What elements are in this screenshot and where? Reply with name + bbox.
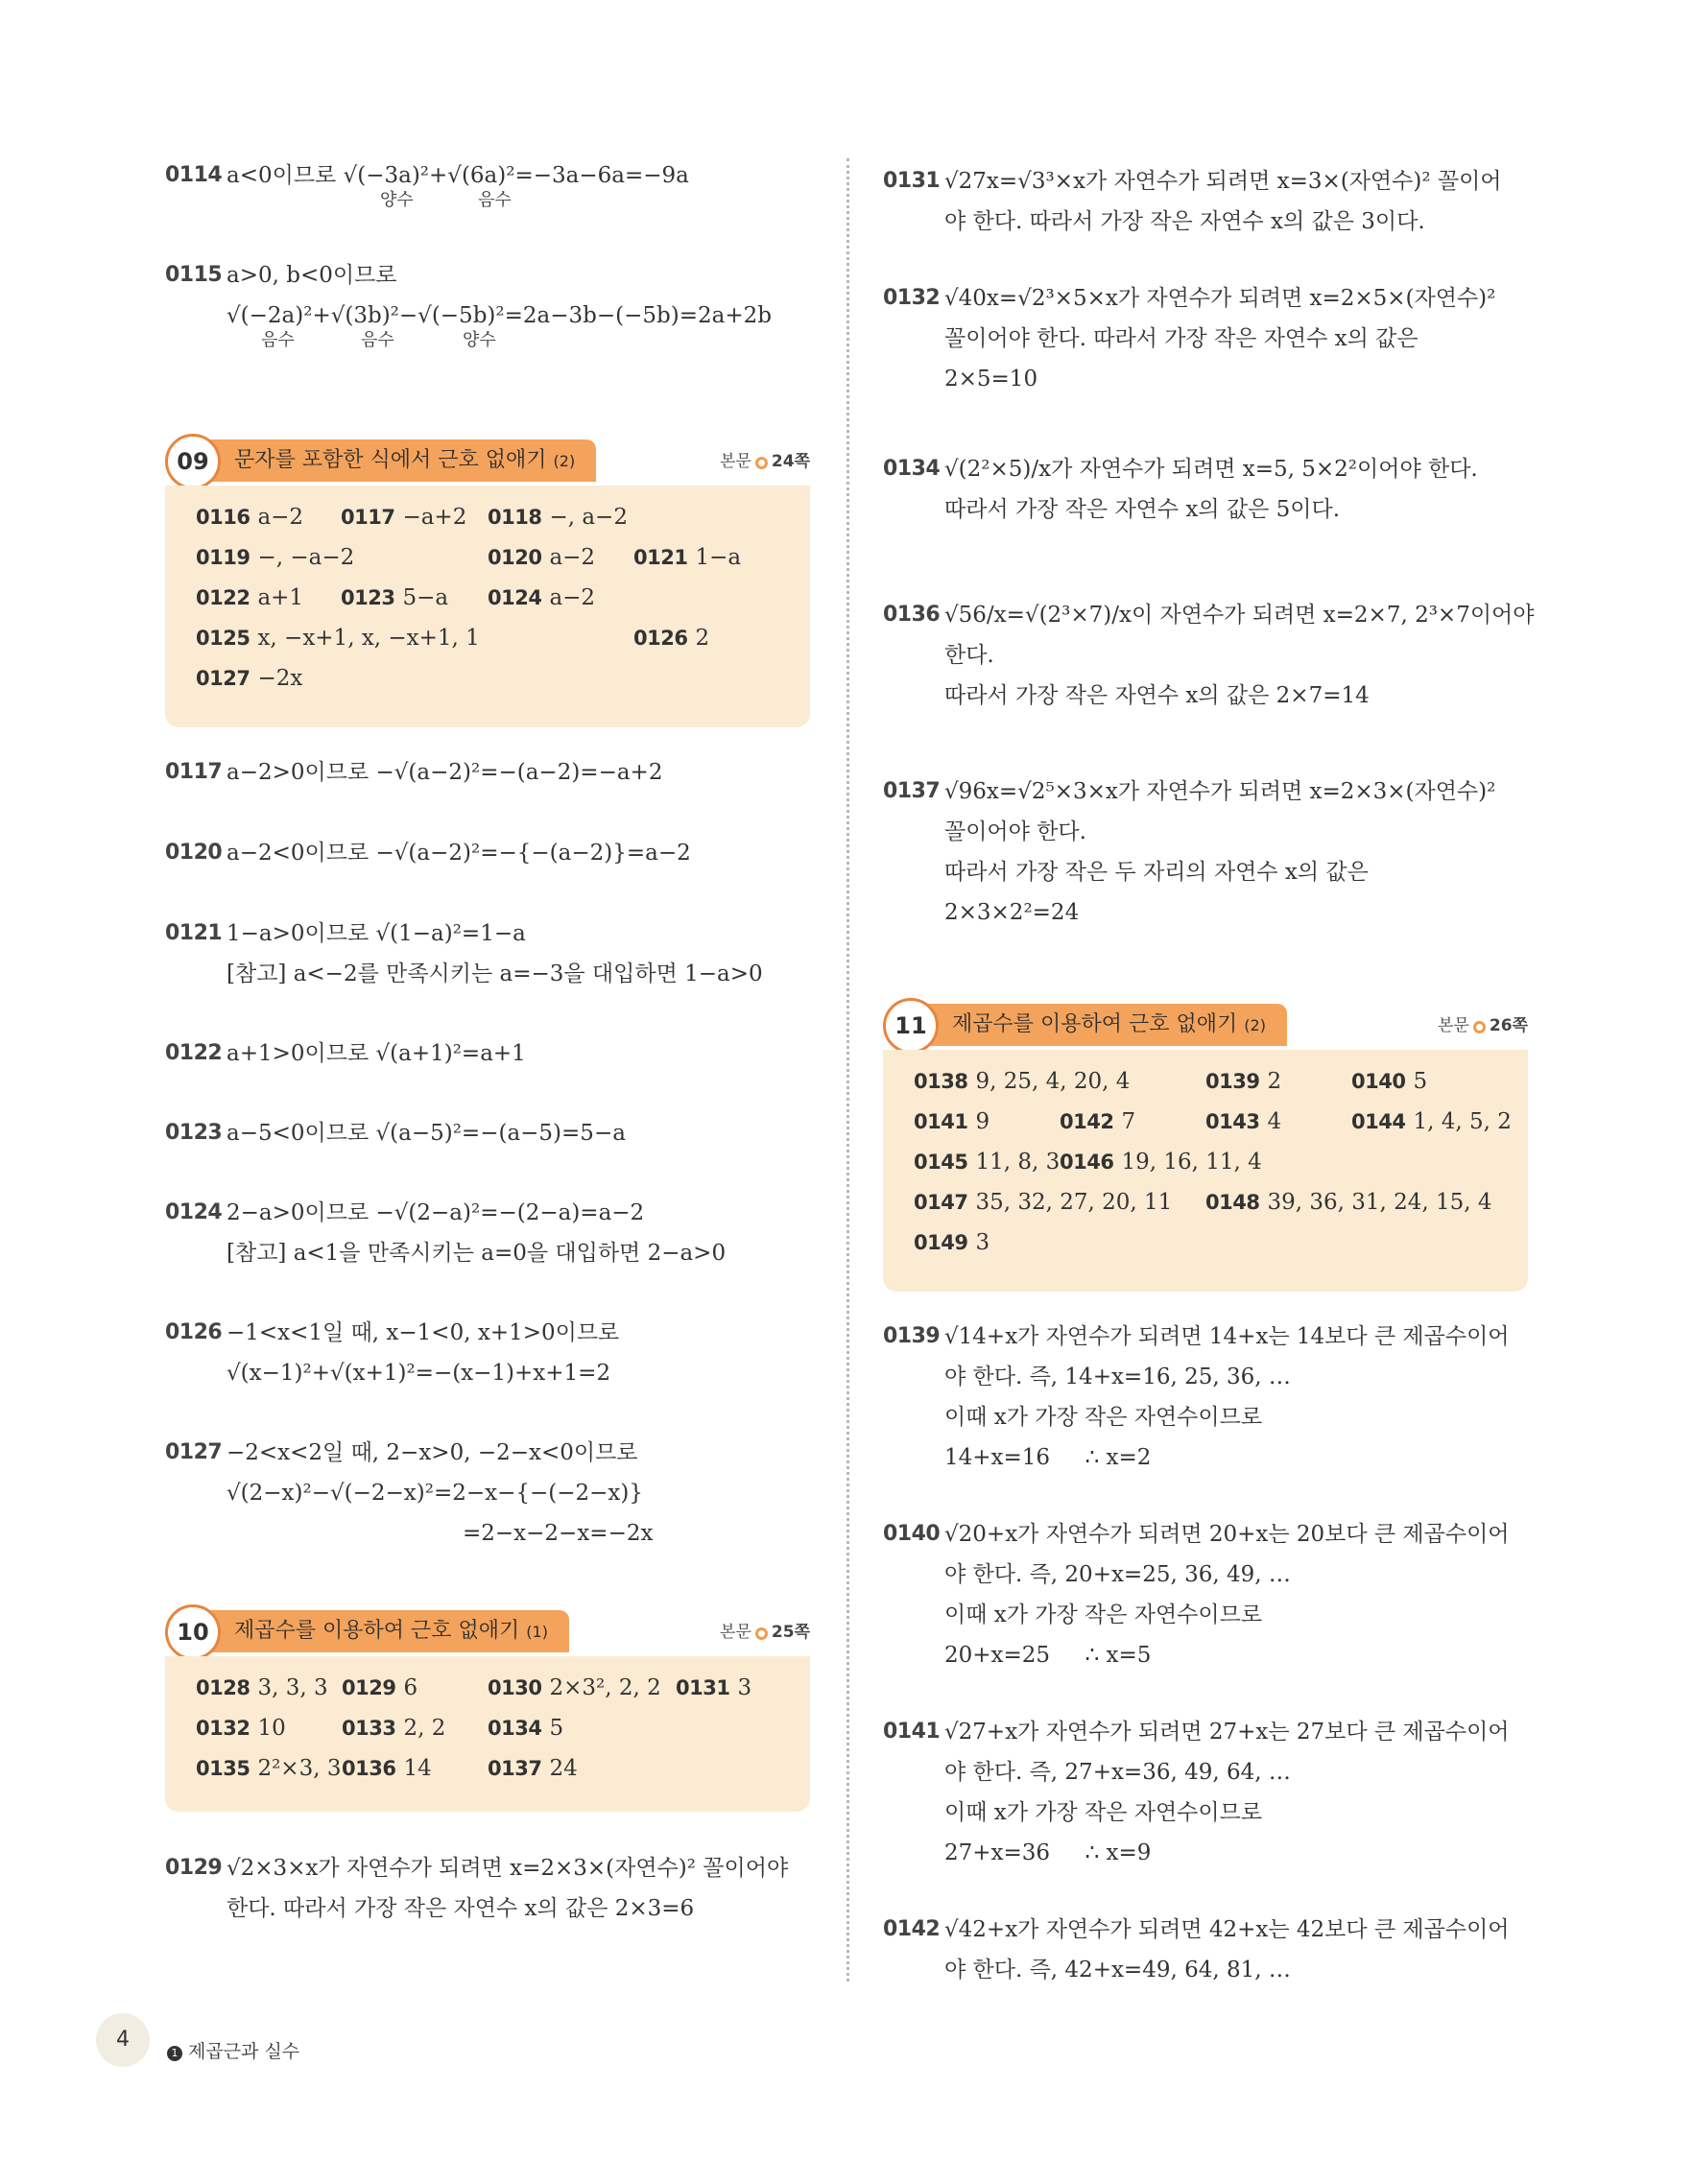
section-badge: 09 — [165, 434, 221, 489]
solution-0142: 0142 √42+x가 자연수가 되려면 42+x는 42보다 큰 제곱수이어 야 한다. 즉, 42+x=49, 64, 81, … — [883, 1910, 1536, 1990]
answer-item: 0146 19, 16, 11, 4 — [1060, 1150, 1262, 1175]
answer-item: 0124 a−2 — [488, 585, 596, 610]
solution-line: √27+x가 자연수가 되려면 27+x는 27보다 큰 제곱수이어 — [944, 1720, 1510, 1745]
solution-line: 야 한다. 따라서 가장 작은 자연수 x의 값은 3이다. — [944, 209, 1425, 234]
answer-item: 0121 1−a — [633, 545, 742, 570]
chapter-title: 제곱근과 실수 — [188, 2041, 300, 2062]
ref-arrow-icon — [755, 1627, 768, 1640]
section-11-answers — [883, 1050, 1528, 1292]
section-subtitle: (2) — [553, 452, 576, 470]
answer-item: 0149 3 — [914, 1230, 990, 1255]
solution-0120: 0120 a−2<0이므로 −√(a−2)²=−{−(a−2)}=a−2 — [165, 833, 818, 873]
solution-line: √2×3×x가 자연수가 되려면 x=2×3×(자연수)² 꼴이어야 — [227, 1856, 789, 1881]
solution-line: 27+x=36 ∴ x=9 — [944, 1840, 1152, 1865]
sign-note: 양수 — [380, 190, 414, 210]
solution-0137: 0137 √96x=√2⁵×3×x가 자연수가 되려면 x=2×3×(자연수)² 꼴이어야 한다. 따라서 가장 작은 두 자리의 자연수 x의 값은 2×3×2²=24 — [883, 772, 1536, 933]
solution-0131: 0131 √27x=√3³×x가 자연수가 되려면 x=3×(자연수)² 꼴이어 야 한다. 따라서 가장 작은 자연수 x의 값은 3이다. — [883, 161, 1536, 242]
answer-item: 0138 9, 25, 4, 20, 4 — [914, 1069, 1131, 1094]
solution-0117: 0117 a−2>0이므로 −√(a−2)²=−(a−2)=−a+2 — [165, 752, 818, 793]
solution-0121: 0121 1−a>0이므로 √(1−a)²=1−a [참고] a<−2를 만족시키는 a=−3을 대입하면 1−a>0 — [165, 914, 818, 994]
solution-line: =2−x−2−x=−2x — [463, 1521, 654, 1546]
page-reference: 본문 24쪽 — [720, 452, 810, 471]
solution-0114 — [165, 155, 818, 221]
solution-0141: 0141 √27+x가 자연수가 되려면 27+x는 27보다 큰 제곱수이어 야 한다. 즉, 27+x=36, 49, 64, … 이때 x가 가장 작은 자연수이므로 27+x=36 ∴ x=9 — [883, 1712, 1536, 1873]
answer-item: 0140 5 — [1351, 1069, 1428, 1094]
chapter-number-badge: 1 — [167, 2046, 182, 2061]
answer-item: 0134 5 — [488, 1716, 564, 1741]
section-title: 문자를 포함한 식에서 근호 없애기 — [234, 448, 547, 472]
solution-line: 이때 x가 가장 작은 자연수이므로 — [944, 1602, 1263, 1627]
answer-item: 0126 2 — [633, 626, 710, 651]
section-subtitle: (1) — [526, 1623, 548, 1641]
solution-line: a−2>0이므로 −√(a−2)²=−(a−2)=−a+2 — [227, 760, 663, 785]
solution-line: 야 한다. 즉, 14+x=16, 25, 36, … — [944, 1365, 1291, 1389]
solution-line: −2<x<2일 때, 2−x>0, −2−x<0이므로 — [227, 1440, 638, 1465]
sign-note: 양수 — [463, 330, 496, 350]
solution-0134: 0134 √(2²×5)/x가 자연수가 되려면 x=5, 5×2²이어야 한다. 따라서 가장 작은 자연수 x의 값은 5이다. — [883, 449, 1536, 530]
answer-item: 0116 a−2 — [196, 505, 304, 530]
answer-item: 0132 10 — [196, 1716, 286, 1741]
page-reference: 본문 26쪽 — [1438, 1016, 1528, 1035]
solution-line: 한다. — [944, 643, 994, 668]
solution-line: √27x=√3³×x가 자연수가 되려면 x=3×(자연수)² 꼴이어 — [944, 169, 1502, 194]
solution-line: 14+x=16 ∴ x=2 — [944, 1445, 1152, 1470]
solution-0127: 0127 −2<x<2일 때, 2−x>0, −2−x<0이므로 √(2−x)²−√(−2−x)²=2−x−{−(−2−x)} =2−x−2−x=−2x — [165, 1433, 818, 1554]
solution-line: a+1>0이므로 √(a+1)²=a+1 — [227, 1041, 526, 1066]
solution-line: 따라서 가장 작은 자연수 x의 값은 5이다. — [944, 497, 1341, 522]
solution-line: 이때 x가 가장 작은 자연수이므로 — [944, 1405, 1263, 1430]
answer-item: 0135 2²×3, 3 — [196, 1756, 342, 1781]
solution-line: 20+x=25 ∴ x=5 — [944, 1643, 1152, 1668]
solution-line: 야 한다. 즉, 20+x=25, 36, 49, … — [944, 1562, 1291, 1587]
section-badge: 11 — [883, 998, 939, 1054]
solution-line: a<0이므로 √(−3a)²+√(6a)²=−3a−6a=−9a — [227, 163, 689, 188]
solution-line: 2−a>0이므로 −√(2−a)²=−(2−a)=a−2 — [227, 1200, 645, 1225]
section-10-answers — [165, 1656, 810, 1812]
answer-item: 0133 2, 2 — [342, 1716, 446, 1741]
solution-0124: 0124 2−a>0이므로 −√(2−a)²=−(2−a)=a−2 [참고] a<1을 만족시키는 a=0을 대입하면 2−a>0 — [165, 1193, 818, 1273]
solution-line: 야 한다. 즉, 27+x=36, 49, 64, … — [944, 1760, 1291, 1785]
section-badge: 10 — [165, 1604, 221, 1660]
solution-line: 따라서 가장 작은 두 자리의 자연수 x의 값은 — [944, 860, 1369, 885]
answer-item: 0143 4 — [1205, 1109, 1282, 1134]
solution-line: √14+x가 자연수가 되려면 14+x는 14보다 큰 제곱수이어 — [944, 1324, 1510, 1349]
reference-note: [참고] a<1을 만족시키는 a=0을 대입하면 2−a>0 — [227, 1241, 727, 1266]
section-09-answers — [165, 486, 810, 727]
answer-item: 0123 5−a — [341, 585, 449, 610]
solution-line: √96x=√2⁵×3×x가 자연수가 되려면 x=2×3×(자연수)² — [944, 779, 1496, 804]
sign-note: 음수 — [361, 330, 394, 350]
section-title: 제곱수를 이용하여 근호 없애기 — [952, 1012, 1238, 1036]
section-09-header — [165, 434, 810, 487]
answer-item: 0125 x, −x+1, x, −x+1, 1 — [196, 626, 480, 651]
solution-0123: 0123 a−5<0이므로 √(a−5)²=−(a−5)=5−a — [165, 1113, 818, 1153]
solution-0129: 0129 √2×3×x가 자연수가 되려면 x=2×3×(자연수)² 꼴이어야 한다. 따라서 가장 작은 자연수 x의 값은 2×3=6 — [165, 1848, 818, 1929]
solution-line: √40x=√2³×5×x가 자연수가 되려면 x=2×5×(자연수)² — [944, 286, 1496, 311]
ref-arrow-icon — [755, 457, 768, 469]
section-title-tab — [203, 439, 596, 482]
solution-line: √56/x=√(2³×7)/x이 자연수가 되려면 x=2×7, 2³×7이어야 — [944, 603, 1535, 628]
solution-line: 이때 x가 가장 작은 자연수이므로 — [944, 1800, 1263, 1825]
answer-item: 0127 −2x — [196, 666, 303, 691]
answer-item: 0117 −a+2 — [341, 505, 467, 530]
answer-item: 0118 −, a−2 — [488, 505, 628, 530]
answer-item: 0142 7 — [1060, 1109, 1136, 1134]
solution-line: 꼴이어야 한다. 따라서 가장 작은 자연수 x의 값은 — [944, 326, 1419, 351]
solution-line: 1−a>0이므로 √(1−a)²=1−a — [227, 921, 526, 946]
solution-line: √42+x가 자연수가 되려면 42+x는 42보다 큰 제곱수이어 — [944, 1917, 1510, 1942]
answer-item: 0136 14 — [342, 1756, 432, 1781]
answer-item: 0139 2 — [1205, 1069, 1282, 1094]
solution-line: √20+x가 자연수가 되려면 20+x는 20보다 큰 제곱수이어 — [944, 1522, 1510, 1547]
section-11-header — [883, 998, 1528, 1052]
answer-item: 0119 −, −a−2 — [196, 545, 355, 570]
solution-0122: 0122 a+1>0이므로 √(a+1)²=a+1 — [165, 1033, 818, 1074]
answer-item: 0147 35, 32, 27, 20, 11 — [914, 1190, 1173, 1215]
solution-0115 — [165, 255, 818, 361]
answer-item: 0129 6 — [342, 1675, 418, 1700]
answer-item: 0141 9 — [914, 1109, 990, 1134]
answer-item: 0145 11, 8, 3 — [914, 1150, 1061, 1175]
solution-line: 2×5=10 — [944, 367, 1038, 392]
solution-number: 0114 — [165, 163, 223, 187]
section-title-tab — [203, 1610, 569, 1652]
answer-item: 0148 39, 36, 31, 24, 15, 4 — [1205, 1190, 1492, 1215]
sign-note: 음수 — [261, 330, 295, 350]
solution-line: 2×3×2²=24 — [944, 900, 1080, 925]
solution-line: 야 한다. 즉, 42+x=49, 64, 81, … — [944, 1958, 1291, 1982]
reference-note: [참고] a<−2를 만족시키는 a=−3을 대입하면 1−a>0 — [227, 961, 763, 986]
solution-0132: 0132 √40x=√2³×5×x가 자연수가 되려면 x=2×5×(자연수)² 꼴이어야 한다. 따라서 가장 작은 자연수 x의 값은 2×5=10 — [883, 278, 1536, 399]
sign-note: 음수 — [478, 190, 512, 210]
section-10-header — [165, 1604, 810, 1658]
solution-line: √(2²×5)/x가 자연수가 되려면 x=5, 5×2²이어야 한다. — [944, 457, 1478, 482]
chapter-label — [167, 2037, 299, 2063]
solution-line: 한다. 따라서 가장 작은 자연수 x의 값은 2×3=6 — [227, 1896, 695, 1921]
solution-line: 따라서 가장 작은 자연수 x의 값은 2×7=14 — [944, 683, 1370, 708]
answer-item: 0131 3 — [676, 1675, 752, 1700]
answer-item: 0122 a+1 — [196, 585, 304, 610]
solution-line: √(x−1)²+√(x+1)²=−(x−1)+x+1=2 — [227, 1361, 611, 1386]
solution-number: 0115 — [165, 263, 223, 287]
solution-0139: 0139 √14+x가 자연수가 되려면 14+x는 14보다 큰 제곱수이어 야 한다. 즉, 14+x=16, 25, 36, … 이때 x가 가장 작은 자연수이므로 14+x=16 ∴ x=2 — [883, 1317, 1536, 1478]
column-divider — [846, 158, 849, 1982]
answer-item: 0120 a−2 — [488, 545, 596, 570]
solution-line: 꼴이어야 한다. — [944, 819, 1086, 844]
answer-item: 0137 24 — [488, 1756, 578, 1781]
solution-0140: 0140 √20+x가 자연수가 되려면 20+x는 20보다 큰 제곱수이어 야 한다. 즉, 20+x=25, 36, 49, … 이때 x가 가장 작은 자연수이므로 20+x=25 ∴ x=5 — [883, 1514, 1536, 1675]
solution-line: a>0, b<0이므로 — [227, 263, 397, 288]
solution-line: √(−2a)²+√(3b)²−√(−5b)²=2a−3b−(−5b)=2a+2b — [227, 303, 772, 328]
section-subtitle: (2) — [1244, 1016, 1266, 1034]
section-title: 제곱수를 이용하여 근호 없애기 — [234, 1619, 520, 1643]
ref-arrow-icon — [1473, 1021, 1486, 1033]
solution-line: a−2<0이므로 −√(a−2)²=−{−(a−2)}=a−2 — [227, 841, 691, 866]
answer-item: 0128 3, 3, 3 — [196, 1675, 328, 1700]
solution-0126: 0126 −1<x<1일 때, x−1<0, x+1>0이므로 √(x−1)²+√(x+1)²=−(x−1)+x+1=2 — [165, 1313, 818, 1393]
page-reference: 본문 25쪽 — [720, 1623, 810, 1642]
section-title-tab — [921, 1004, 1287, 1046]
solution-line: √(2−x)²−√(−2−x)²=2−x−{−(−2−x)} — [227, 1481, 643, 1506]
solution-0136: 0136 √56/x=√(2³×7)/x이 자연수가 되려면 x=2×7, 2³×7이어야 한다. 따라서 가장 작은 자연수 x의 값은 2×7=14 — [883, 595, 1536, 716]
solution-line: a−5<0이므로 √(a−5)²=−(a−5)=5−a — [227, 1121, 626, 1146]
page-number: 4 — [96, 2013, 150, 2067]
solution-line: −1<x<1일 때, x−1<0, x+1>0이므로 — [227, 1320, 620, 1345]
answer-item: 0144 1, 4, 5, 2 — [1351, 1109, 1512, 1134]
answer-item: 0130 2×3², 2, 2 — [488, 1675, 661, 1700]
